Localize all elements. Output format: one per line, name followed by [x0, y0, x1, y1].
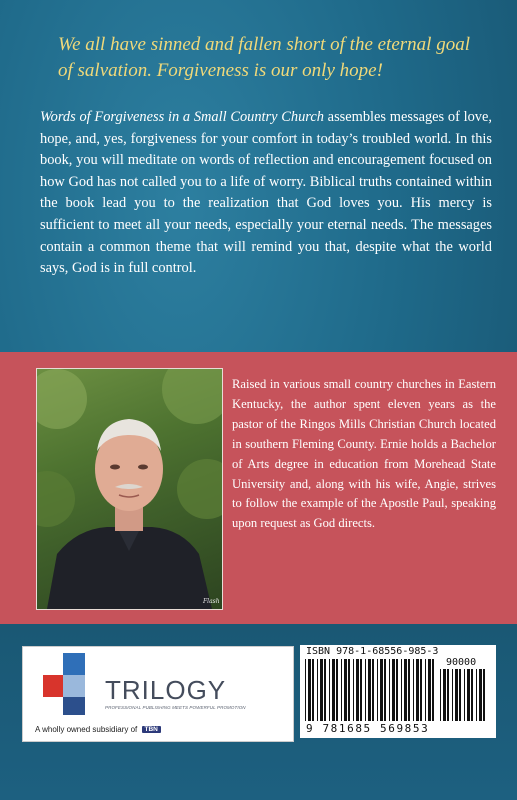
cover-tagline: We all have sinned and fallen short of the eternal goal of salvation. Forgiveness is our only hope!: [58, 34, 470, 81]
author-bio: Raised in various small country churches in Eastern Kentucky, the author spent eleven years as the pastor of the Ringos Mills Christian Church located in southern Fleming County. Ernie holds a Bachelor of Arts degree in education from Morehead State University and, along with his wife, Angie, strives to follow the example of the Apostle Paul, speaking upon request as God directs.: [232, 377, 496, 531]
publisher-box: [22, 646, 294, 742]
blurb-text: assembles messages of love, hope, and, yes, forgiveness for your comfort in today’s troubled world. In this book, you will meditate on words of reflection and encouragement focused on how God has not called you to a life of worry. Biblical truths contained within the book lead you to the realization that God loves you. His mercy is sufficient to meet all your needs, especially your eternal needs. The messages contain a common theme that will remind you that, despite what the world says, God is in full control.: [40, 109, 492, 277]
isbn-text: ISBN 978-1-68556-985-3: [306, 646, 439, 657]
barcode-bars-main: [305, 659, 437, 721]
subsidiary-text: A wholly owned subsidiary of: [35, 725, 138, 734]
book-title: Words of Forgiveness in a Small Country Church: [40, 109, 324, 125]
isbn-barcode: [300, 645, 496, 738]
author-photo: [36, 368, 223, 610]
publisher-tagline: PROFESSIONAL PUBLISHING MEETS POWERFUL PROMOTION: [105, 705, 246, 710]
publisher-name: TRILOGY: [105, 675, 227, 705]
price-code: 90000: [446, 657, 477, 668]
publisher-subsidiary: [35, 725, 161, 734]
book-blurb: [40, 107, 492, 280]
barcode-bars-addon: [440, 669, 490, 721]
author-portrait: [37, 369, 222, 609]
photo-signature: Flash: [203, 598, 220, 605]
barcode-digits: 9 781685 569853: [306, 722, 430, 735]
trilogy-logo-icon: [41, 651, 101, 717]
tbn-logo: TBN: [142, 726, 161, 733]
